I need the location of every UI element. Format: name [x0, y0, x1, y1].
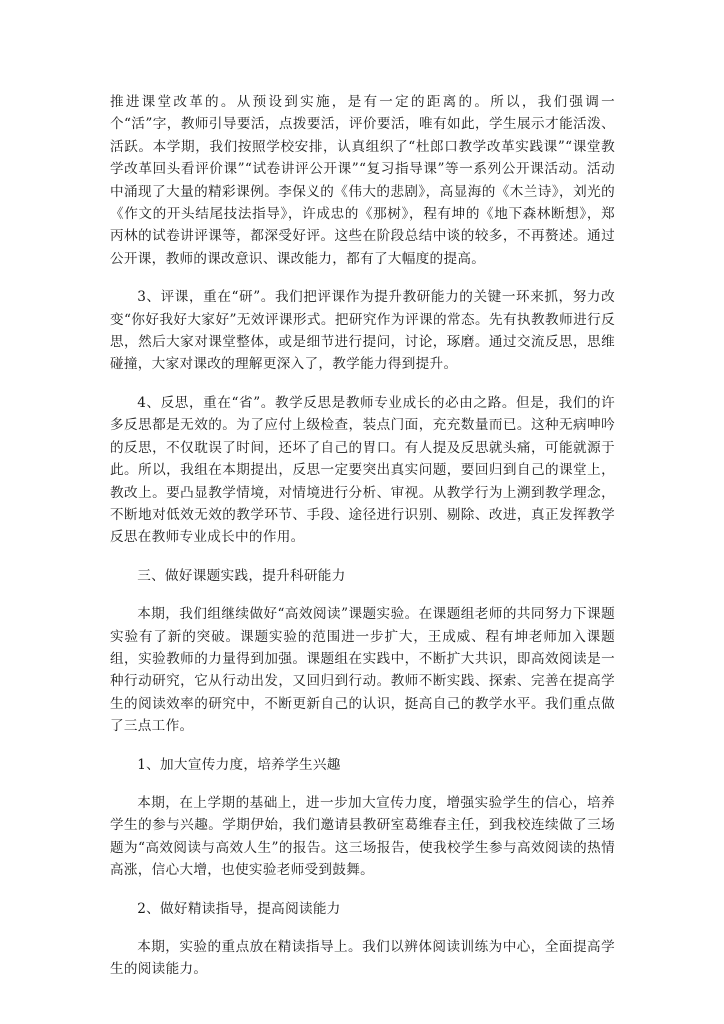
paragraph-reflection: 4、反思，重在“省”。教学反思是教师专业成长的必由之路。但是，我们的许多反思都是无效的。为了应付上级检查，装点门面，充充数量而已。这种无病呻吟的反思，不仅耽误了时间，还坏了自己的胃口。有人提及反思就头痛，可能就源于此。所以，我组在本期提出，反思一定要突出真实问题，要回归到自己的课堂上，教改上。要凸显教学情境，对情境进行分析、审视。从教学行为上溯到教学理念，不断地对低效无效的教学环节、手段、途径进行识别、剔除、改进，真正发挥教学反思在教师专业成长中的作用。	[110, 394, 615, 546]
document-page	[110, 91, 615, 981]
paragraph-research-project: 本期，我们组继续做好“高效阅读”课题实验。在课题组老师的共同努力下课题实验有了新的突破。课题实验的范围进一步扩大，王成威、程有坤老师加入课题组，实验教师的力量得到加强。课题组在实践中，不断扩大共识，即高效阅读是一种行动研究，它从行动出发，又回归到行动。教师不断实践、探索、完善在提高学生的阅读效率的研究中，不断更新自己的认识，挺高自己的教学水平。我们重点做了三点工作。	[110, 606, 615, 735]
paragraph-open-classes: 推进课堂改革的。从预设到实施，是有一定的距离的。所以，我们强调一个“活”字，教师引导要活，点拨要活，评价要活，唯有如此，学生展示才能活泼、活跃。本学期，我们按照学校安排，认真组织了“杜郎口教学改革实践课”“课堂教学改革回头看评价课”“试卷讲评公开课”“复习指导课”等一系列公开课活动。活动中涌现了大量的精彩课例。李保义的《伟大的悲剧》，高显海的《木兰诗》，刘光的《作文的开头结尾技法指导》，许成忠的《那树》，程有坤的《地下森林断想》，郑丙林的试卷讲评课等，都深受好评。这些在阶段总结中谈的较多，不再赘述。通过公开课，教师的课改意识、课改能力，都有了大幅度的提高。	[110, 94, 615, 267]
paragraph-course-review: 3、评课，重在“研”。我们把评课作为提升教研能力的关键一环来抓，努力改变“你好我好大家好”无效评课形式。把研究作为评课的常态。先有执教教师进行反思，然后大家对课堂整体，或是细节进行提问，讨论，琢磨。通过交流反思，思维碰撞，大家对课改的理解更深入了，教学能力得到提升。	[110, 289, 615, 373]
subheading-publicity: 1、加大宣传力度，培养学生兴趣	[137, 756, 341, 773]
subheading-intensive-reading: 2、做好精读指导，提高阅读能力	[137, 900, 341, 917]
paragraph-intensive-reading: 本期，实验的重点放在精读指导上。我们以辨体阅读训练为中心，全面提高学生的阅读能力。	[110, 939, 615, 978]
paragraph-publicity: 本期，在上学期的基础上，进一步加大宣传力度，增强实验学生的信心，培养学生的参与兴趣。学期伊始，我们邀请县教研室葛维春主任，到我校连续做了三场题为“高效阅读与高效人生”的报告。这三场报告，使我校学生参与高效阅读的热情高涨，信心大增，也使实验老师受到鼓舞。	[110, 794, 615, 879]
section-heading-research: 三、做好课题实践，提升科研能力	[137, 567, 346, 584]
